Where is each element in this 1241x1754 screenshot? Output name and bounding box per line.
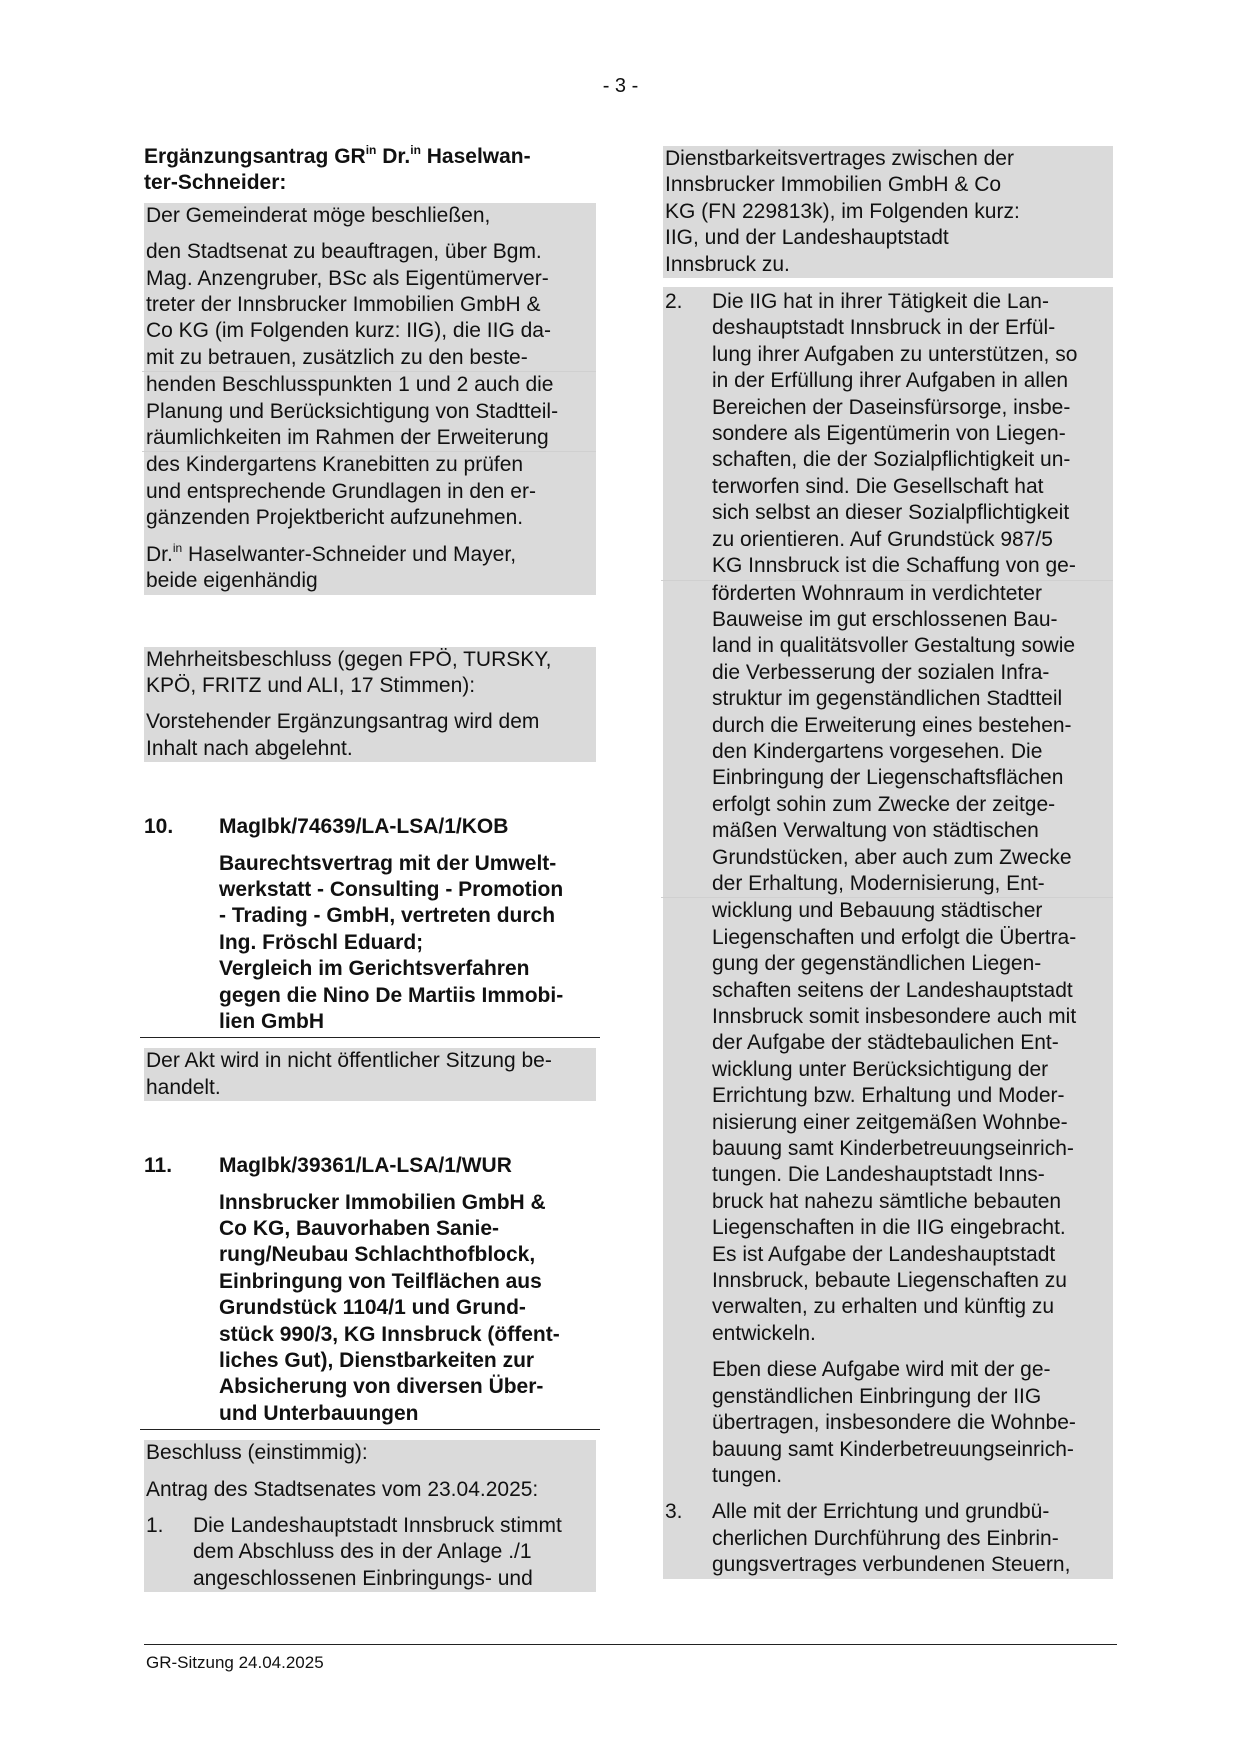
motion-signatures: Dr.$^{in}$ Haselwanter-Schneider und Mayer, beide eigenhändig (146, 540, 517, 593)
agenda-item-reference: MagIbk/39361/LA-LSA/1/WUR (219, 1154, 512, 1178)
agenda-item-10-note: Der Akt wird in nicht öffentlicher Sitzung be- handelt. (144, 1048, 596, 1101)
point-2-text-continued: förderten Wohnraum in verdichteter Bauweise im gut erschlossenen Bau- land in qualitätsvoller Gestaltung sowie die Verbesserung der sozialen Infra- struktur im gegenständlichen Stadtteil durch die Erweiterung eines bestehen- den Kindergartens vorgesehen. Die Einbringung der Liegenschaftsflächen erfolgt sohin zum Zwecke der zeitge- mäßen Verwaltung von städtischen Grundstücken, aber auch zum Zwecke der Erhaltung, Modernisierung, Ent- (712, 581, 1076, 895)
agenda-item-11-head (144, 1153, 596, 1179)
motion-point-1-continued: Dienstbarkeitsvertrages zwischen der Innsbrucker Immobilien GmbH & Co KG (FN 229813k), im Folgenden kurz: IIG, und der Landeshauptstadt Innsbruck zu. (663, 146, 1113, 278)
motion-point-2 (663, 287, 1113, 1579)
point-2-paragraph-2: Eben diese Aufgabe wird mit der ge- genständlichen Einbringung der IIG übertragen, insbesondere die Wohnbe- bauung samt Kinderbetreuungseinrich- tungen. (712, 1358, 1076, 1487)
supplementary-motion-heading: Ergänzungsantrag $GR^{in}$ Dr.$^{in}$ Haselwan- ter-Schneider: (144, 143, 531, 195)
motion-intro: Der Gemeinderat möge beschließen, (146, 203, 491, 227)
agenda-item-10-title: Baurechtsvertrag mit der Umwelt- werkstatt - Consulting - Promotion - Trading - GmbH, vertreten durch Ing. Fröschl Eduard; Vergleich im Gerichtsverfahren gegen die Nino De Martiis Immobi- lien GmbH (219, 851, 564, 1033)
footer-rule (144, 1644, 1117, 1645)
point-2-text-continued-2: wicklung und Bebauung städtischer Liegenschaften und erfolgt die Übertra- gung der gegenständlichen Liegen- schaften seitens der Landeshauptstadt Innsbruck somit insbesondere auch mit der Aufgabe der städtebaulichen Ent- wicklung unter Berücksichtigung der Errichtung bzw. Erhaltung und Moder- nisierung einer zeitgemäßen Wohnbe- bauung samt Kinderbetreuungseinrich- tungen. Die Landeshauptstadt Inns- bruck hat nahezu sämtliche bebauten Liegenschaften in die IIG eingebracht. Es ist Aufgabe der Landeshauptstadt Innsbruck, bebaute Liegenschaften zu verwalten, zu erhalten und künftig zu entwickeln. (712, 899, 1077, 1345)
left-column (144, 144, 596, 1592)
agenda-item-number: 10. (144, 815, 174, 839)
agenda-item-11-title: Innsbrucker Immobilien GmbH & Co KG, Bauvorhaben Sanie- rung/Neubau Schlachthofblock, Einbringung von Teilflächen aus Grundstück 1104/1 und Grund- stück 990/3, KG Innsbruck (öffent- liches Gut), Dienstbarkeiten zur Absicherung von diversen Über- und Unterbauungen (219, 1190, 560, 1425)
agenda-item-reference: MagIbk/74639/LA-LSA/1/KOB (219, 815, 509, 839)
motion-body (144, 203, 596, 595)
decision-label: Beschluss (einstimmig): (146, 1441, 368, 1465)
motion-point-3: 3. Alle mit der Errichtung und grundbü- cherlichen Durchführung des Einbrin- gungsvertrages verbundenen Steuern, (665, 1499, 1109, 1578)
vote-outcome: Vorstehender Ergänzungsantrag wird dem Inhalt nach abgelehnt. (146, 710, 540, 760)
point-2-text: Die IIG hat in ihrer Tätigkeit die Lan- deshauptstadt Innsbruck in der Erfül- lung ihrer Aufgaben zu unterstützen, so in der Erfüllung ihrer Aufgaben in allen Bereichen der Daseinsfürsorge, insbe- sondere als Eigentümerin von Liegen- schaften, die der Sozialpflichtigkeit un- terworfen sind. Die Gesellschaft hat sich selbst an dieser Sozialpflichtigkeit zu orientieren. Auf Grundstück 987/5 KG Innsbruck ist die Schaffung von ge- (712, 290, 1078, 578)
agenda-item-11-decision (144, 1440, 596, 1592)
agenda-item-11 (144, 1153, 596, 1592)
motion-label: Antrag des Stadtsenates vom 23.04.2025: (146, 1477, 539, 1501)
majority-vote: Mehrheitsbeschluss (gegen FPÖ, TURSKY, KPÖ, FRITZ und ALI, 17 Stimmen): (146, 647, 552, 697)
motion-text: den Stadtsenat zu beauftragen, über Bgm. Mag. Anzengruber, BSc als Eigentümerver- treter der Innsbrucker Immobilien GmbH & Co KG (im Folgenden kurz: IIG), die IIG da- mit zu betrauen, zusätzlich zu den beste- henden Beschlusspunkten 1 und 2 auch die Planung und Berücksichtigung von Stadtteil- räumlichkeiten im Rahmen der Erweiterung des Kindergartens Kranebitten zu prüfen und entsprechende Grundlagen in den er- gänzenden Projektbericht aufzunehmen. (146, 239, 592, 531)
page-number: - 3 - (602, 75, 639, 97)
footer-session-date: GR-Sitzung 24.04.2025 (146, 1653, 324, 1672)
agenda-item-number: 11. (144, 1154, 173, 1178)
agenda-item-10 (144, 814, 596, 1101)
agenda-item-10-head (144, 814, 596, 840)
vote-result-block (144, 647, 596, 763)
motion-point-1: 1. Die Landeshauptstadt Innsbruck stimmt dem Abschluss des in der Anlage ./1 angeschlossenen Einbringungs- und (146, 1514, 562, 1590)
point-number: 2. (665, 290, 683, 314)
right-column (663, 146, 1113, 1579)
point-number: 3. (665, 1500, 683, 1524)
